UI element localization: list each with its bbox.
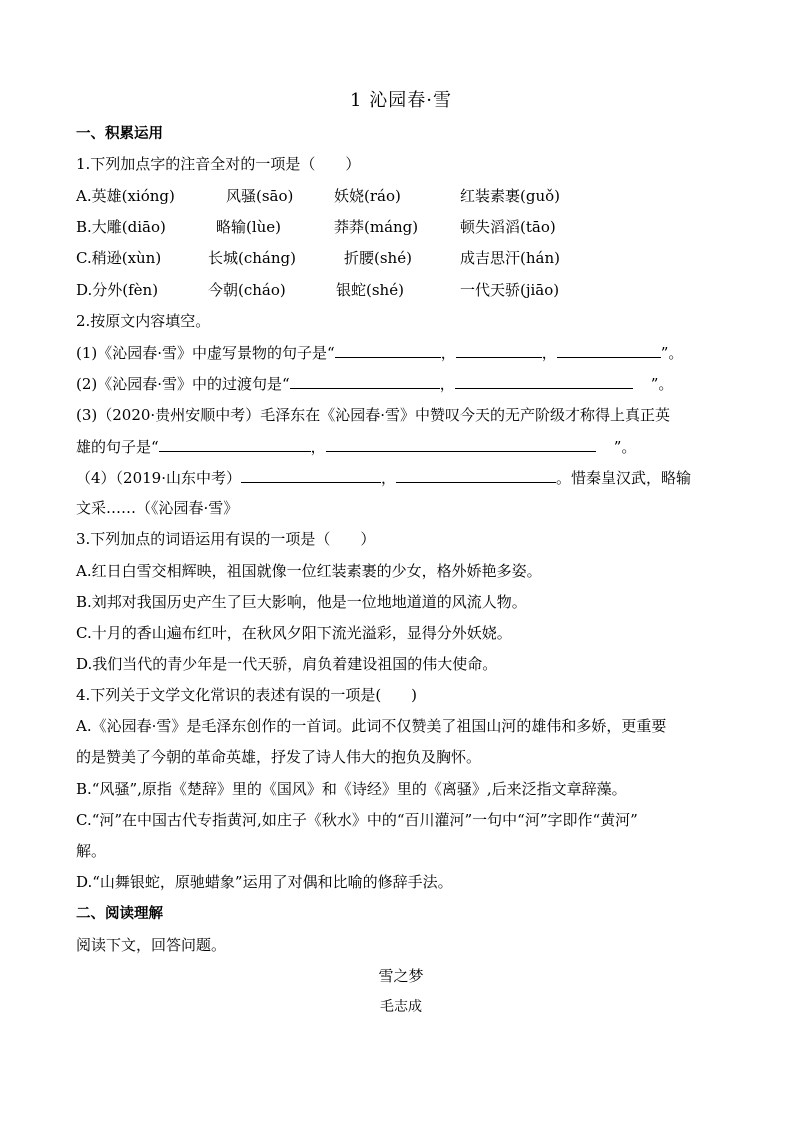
fill-text: ， bbox=[440, 344, 456, 362]
answer-blank[interactable] bbox=[290, 373, 440, 389]
fill-text: ”。 bbox=[650, 375, 674, 393]
page-title: 1 沁园春·雪 bbox=[350, 90, 452, 111]
question-3-option-b: B.刘邦对我国历史产生了巨大影响，他是一位地地道道的风流人物。 bbox=[76, 593, 527, 611]
fill-text: ”。 bbox=[613, 438, 637, 456]
question-1-option-b bbox=[76, 217, 556, 237]
option-cell: 略输(lùe) bbox=[216, 218, 282, 236]
question-1-stem: 1.下列加点字的注音全对的一项是（ ） bbox=[76, 155, 361, 173]
section-heading-reading: 二、阅读理解 bbox=[76, 905, 163, 922]
option-cell: D.分外(fèn) bbox=[76, 281, 159, 299]
fill-text: ， bbox=[381, 469, 397, 487]
answer-blank[interactable] bbox=[326, 436, 596, 452]
option-cell: 长城(cháng) bbox=[208, 249, 296, 267]
fill-text: (2)《沁园春·雪》中的过渡句是“ bbox=[76, 375, 290, 393]
option-cell: 妖娆(ráo) bbox=[334, 187, 401, 205]
option-cell: 一代天骄(jiāo) bbox=[460, 281, 560, 299]
question-2-stem: 2.按原文内容填空。 bbox=[76, 312, 211, 330]
fill-text: 。惜秦皇汉武，略输 bbox=[556, 469, 692, 487]
option-cell: A.英雄(xióng) bbox=[76, 187, 175, 205]
section-heading-accumulation: 一、积累运用 bbox=[76, 125, 163, 142]
question-4-option-c-line-2: 解。 bbox=[76, 842, 107, 860]
answer-blank[interactable] bbox=[159, 436, 311, 452]
question-4-option-d: D.“山舞银蛇，原驰蜡象”运用了对偶和比喻的修辞手法。 bbox=[76, 873, 453, 891]
question-2-part-1 bbox=[76, 342, 683, 363]
option-cell: 银蛇(shé) bbox=[336, 281, 404, 299]
answer-blank[interactable] bbox=[241, 467, 381, 483]
question-2-part-4-line-2: 文采……（《沁园春·雪》 bbox=[76, 499, 239, 517]
fill-text: ， bbox=[439, 375, 455, 393]
fill-text: （4）（2019·山东中考） bbox=[76, 469, 241, 487]
option-cell: 今朝(cháo) bbox=[208, 281, 286, 299]
article-author: 毛志成 bbox=[380, 999, 422, 1015]
question-4-option-a-line-2: 的是赞美了今朝的革命英雄，抒发了诗人伟大的抱负及胸怀。 bbox=[76, 748, 482, 766]
option-cell: 成吉思汗(hán) bbox=[460, 249, 560, 267]
question-3-stem: 3.下列加点的词语运用有误的一项是（ ） bbox=[76, 530, 376, 548]
question-3-option-c: C.十月的香山遍布红叶，在秋风夕阳下流光溢彩，显得分外妖娆。 bbox=[76, 624, 512, 642]
answer-blank[interactable] bbox=[455, 373, 633, 389]
question-2-part-3-line-2 bbox=[76, 436, 636, 457]
question-4-option-a-line-1: A.《沁园春·雪》是毛泽东创作的一首词。此词不仅赞美了祖国山河的雄伟和多娇，更重要 bbox=[76, 717, 667, 735]
question-3-option-a: A.红日白雪交相辉映，祖国就像一位红装素裹的少女，格外娇艳多姿。 bbox=[76, 562, 542, 580]
question-1-option-c bbox=[76, 248, 560, 268]
question-3-option-d: D.我们当代的青少年是一代天骄，肩负着建设祖国的伟大使命。 bbox=[76, 655, 498, 673]
fill-text: (1)《沁园春·雪》中虚写景物的句子是“ bbox=[76, 344, 335, 362]
article-title: 雪之梦 bbox=[378, 967, 424, 985]
answer-blank[interactable] bbox=[557, 342, 661, 358]
question-2-part-3-line-1: (3)（2020·贵州安顺中考）毛泽东在《沁园春·雪》中赞叹今天的无产阶级才称得上真正英 bbox=[76, 406, 670, 424]
question-2-part-2 bbox=[76, 373, 673, 394]
question-4-stem: 4.下列关于文学文化常识的表述有误的一项是( ) bbox=[76, 686, 418, 704]
option-cell: 莽莽(máng) bbox=[334, 218, 419, 236]
fill-text: ， bbox=[310, 438, 326, 456]
option-cell: 风骚(sāo) bbox=[226, 187, 294, 205]
reading-instruction: 阅读下文，回答问题。 bbox=[76, 936, 227, 954]
question-4-option-b: B.“风骚”,原指《楚辞》里的《国风》和《诗经》里的《离骚》,后来泛指文章辞藻。 bbox=[76, 780, 627, 798]
question-1-option-a bbox=[76, 186, 560, 206]
question-2-part-4-line-1 bbox=[76, 467, 691, 488]
option-cell: 红装素裹(guǒ) bbox=[460, 187, 560, 205]
option-cell: B.大雕(diāo) bbox=[76, 218, 166, 236]
option-cell: C.稍逊(xùn) bbox=[76, 249, 162, 267]
fill-text: 雄的句子是“ bbox=[76, 438, 159, 456]
question-4-option-c-line-1: C.“河”在中国古代专指黄河,如庄子《秋水》中的“百川灌河”一句中“河”字即作“黄河” bbox=[76, 811, 638, 829]
option-cell: 折腰(shé) bbox=[344, 249, 412, 267]
fill-text: ”。 bbox=[660, 344, 684, 362]
option-cell: 顿失滔滔(tāo) bbox=[460, 218, 556, 236]
fill-text: ， bbox=[541, 344, 557, 362]
answer-blank[interactable] bbox=[396, 467, 556, 483]
answer-blank[interactable] bbox=[335, 342, 441, 358]
question-1-option-d bbox=[76, 280, 559, 300]
answer-blank[interactable] bbox=[456, 342, 542, 358]
